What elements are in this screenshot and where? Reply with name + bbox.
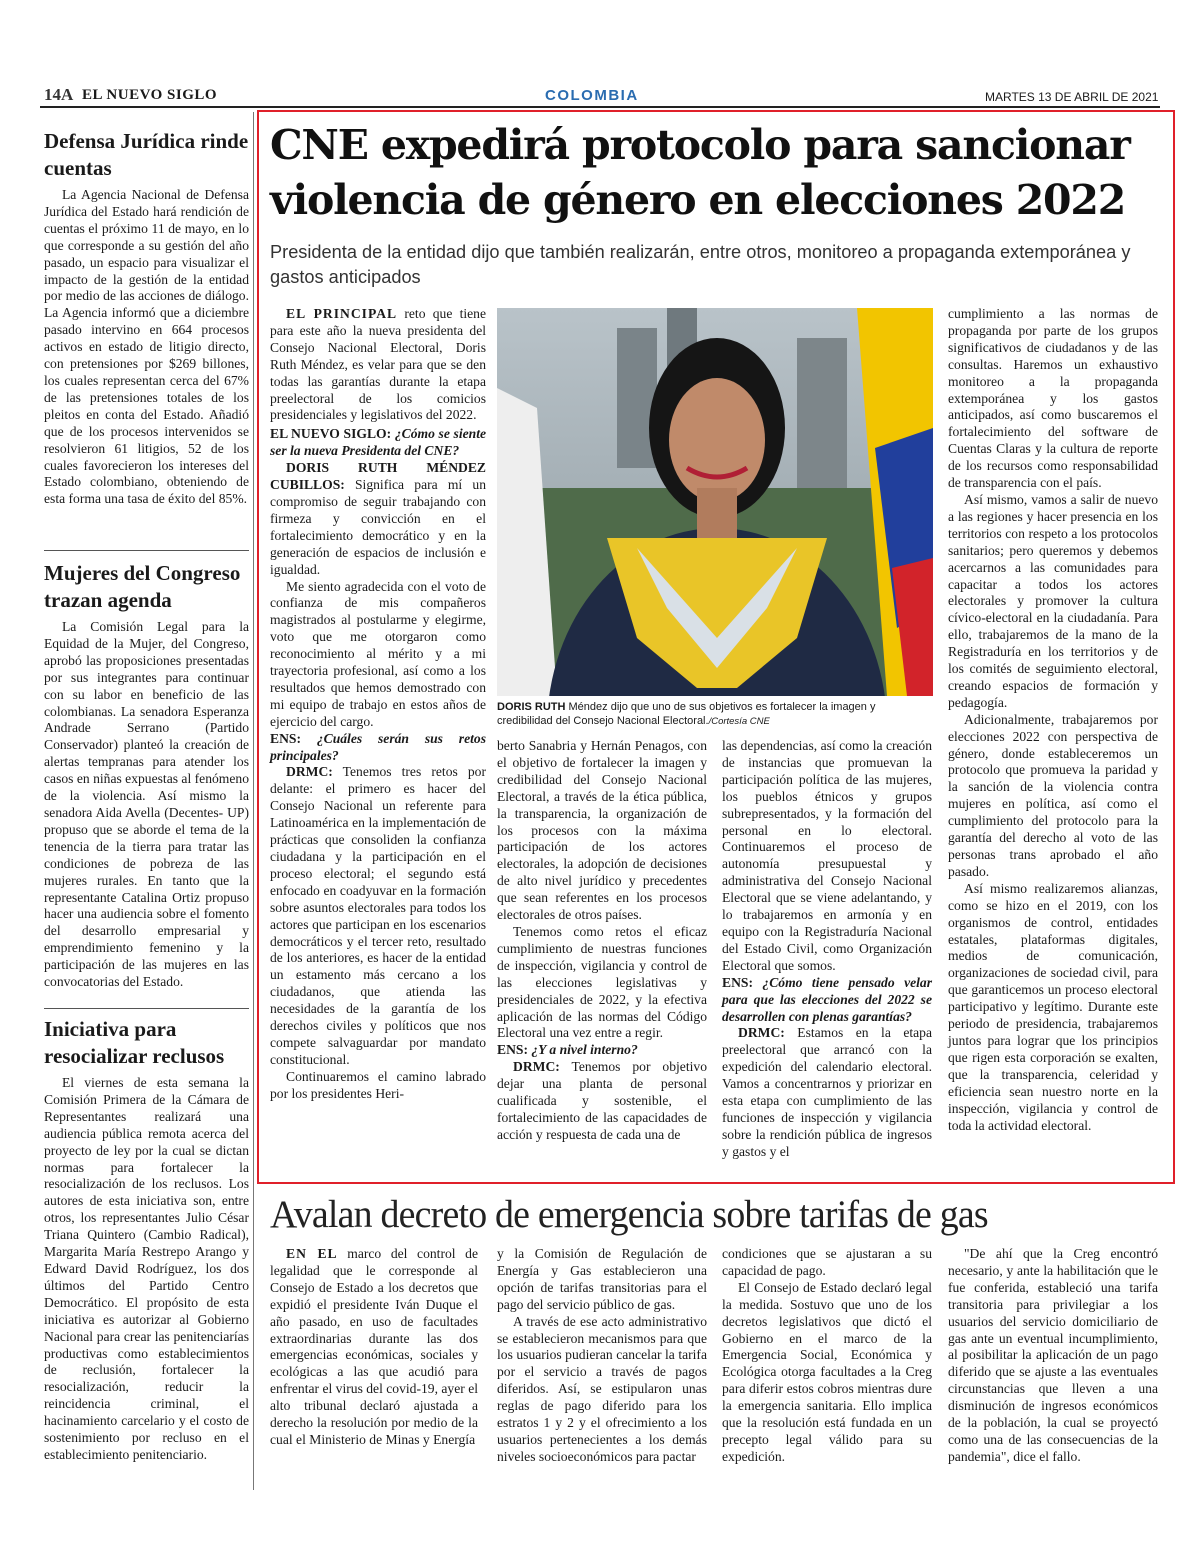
caption-text: Méndez dijo que uno de sus objetivos es fortalecer la imagen y credibilidad del Consejo Nacional Electoral. [497,701,876,727]
section-label: COLOMBIA [545,87,639,104]
paragraph: las dependencias, así como la creación de instancias que promuevan la participación política de las mujeres, los pueblos étnicos y grupos subrepresentados, y la formación del personal en lo electoral. Continuaremos el proceso de autonomía presupuestal y administrativa del Consejo Nacional Electoral que se viene adelantando, y lo trabajaremos en armonía y en equipo con la Registraduría Nacional del Estado Civil, como Organización Electoral que somos. [722,738,932,973]
main-column-3 [722,738,932,1161]
answer: Tenemos tres retos por delante: el primero es hacer del Consejo Nacional un referente para Latinoamérica en la implementación de prácticas que consoliden la confianza ciudadana y la participación en el proceso electoral; el segundo está enfocado en coadyuvar en la formación sobre asuntos electorales para todos los actores que participan en los escenarios democráticos y el tercer reto, resultado de los anteriores, es hacer de la entidad un estamento más cercano a los ciudadanos, que atienda las necesidades de la garantía de los derechos civiles y políticos que nos compete salvaguardar por mandato constitucional. [270,764,486,1067]
publication-name: EL NUEVO SIGLO [82,87,218,103]
photo-credit: /Cortesía CNE [708,716,770,727]
paragraph: Así mismo, vamos a salir de nuevo a las regiones y hacer presencia en los territorios con respeto a los protocolos sanitarios; pero queremos y debemos acercarnos a las comunidades para capacitar a todos los actores electorales y promover la cultura cívico-electoral en la ciudadanía. Para ello, trabajaremos de la mano de la Registraduría en los territorios y de los comités de seguimiento electoral, creando espacios de formación y pedagogía. [948,491,1158,710]
question: ¿Cómo se siente ser la nueva Presidenta del CNE? [270,426,487,459]
answer: Estamos en la etapa preelectoral que arrancó con la expedición del calendario electoral. Vamos a concentrarnos y priorizar en esta etapa con cumplimiento de las funciones de inspección y vigilancia sobre la rendición pública de ingresos y gastos y el [722,1025,932,1159]
paragraph: condiciones que se ajustaran a su capacidad de pago. [722,1246,932,1278]
question: ¿Cómo tiene pensado velar para que las elecciones del 2022 se desarrollen con plenas garantías? [722,974,932,1024]
brief-title: Iniciativa para resocializar reclusos [44,1017,225,1068]
brief-divider [44,550,249,551]
paragraph: Me siento agradecida con el voto de confianza de mis compañeros magistrados al postularme y elegirme, voto que me otorgaron como reconocimiento al mérito y a mi trayectoria profesional, así como a los resultados que hemos demostrado con mi equipo de trabajo en estos años de ejercicio del cargo. [270,578,486,729]
brief-body: El viernes de esta semana la Comisión Primera de la Cámara de Representantes realizará una audiencia pública remota acerca del proyecto de ley por la cual se dictan normas para fortalecer la resocialización de los reclusos. Los autores de esta iniciativa son, entre otros, los representantes Julio César Triana Quintero (Cambio Radical), Margarita María Restrepo Arango y Edward David Rodríguez, los dos últimos del Partido Centro Democrático. El propósito de esta iniciativa es autorizar al Gobierno Nacional para crear las penitenciarías productivas como establecimientos de reclusión, fortalecer la resocialización, reducir la reincidencia criminal, el hacinamiento carcelario y el costo de sostenimiento por recluso en el establecimiento penitenciario. [44,1075,249,1462]
brief-divider [44,1008,249,1009]
brief-iniciativa-reclusos [44,1016,249,1464]
lead-in: EL PRINCIPAL [286,306,398,321]
brief-mujeres-congreso [44,560,249,991]
brief-body: La Agencia Nacional de Defensa Jurídica del Estado hará rendición de cuentas el próximo 11 de mayo, en lo que corresponde a su gestión del año pasado, un espacio para visualizar el impacto de la gestión de la entidad por medio de las acciones de diálogo. La Agencia informó que a diciembre pasado intervino en 664 procesos activos en estado de litigio directo, con pretensiones por $269 billones, los cuales representan cerca del 67% de las pretensiones totales de los pleitos en conta del Estado. Añadió que de los procesos intervenidos se resolvieron 61 litigios, 52 de los cuales favorecieron los intereses del Estado colombiano, obteniendo de esta forma una tasa de éxito del 85%. [44,187,249,507]
photo-caption [497,700,933,729]
brief-defensa-juridica [44,128,249,508]
brief-body: La Comisión Legal para la Equidad de la Mujer, del Congreso, aprobó las proposiciones presentadas por sus integrantes para continuar con su labor en beneficio de las colombianas. La senadora Esperanza Andrade Serrano (Partido Conservador) planteó la creación de alertas tempranas para atender los casos en niñas expuestas al fenómeno de la violencia. Así mismo la senadora Aida Avella (Decentes- UP) propuso que se aborde el tema de la tenencia de la tierra para tratar las condiciones de pobreza de las mujeres rurales. En tanto que la representante Catalina Ortiz propuso hacer una audiencia sobre el fomento del desarrollo empresarial y emprendimiento femenino y la participación de las mujeres en las convocatorias del Estado. [44,619,249,990]
page-number: 14A [44,85,74,104]
interviewee-label: DORIS RUTH MÉNDEZ CUBILLOS: [270,460,486,493]
interviewer-label: ENS: [722,974,753,990]
interviewee-label: DRMC: [286,764,333,780]
header-rule [40,106,1160,108]
paragraph: Tenemos como retos el eficaz cumplimiento de nuestras funciones de inspección, vigilancia y control de las elecciones legislativas y presidenciales de 2022, y la efectiva aplicación de las normas del Código Electoral una vez entre a regir. [497,923,707,1041]
portrait-image [497,308,933,696]
main-column-2 [497,738,707,1144]
question: ¿Y a nivel interno? [527,1042,638,1058]
second-column-3 [722,1246,932,1466]
paragraph: A través de ese acto administrativo se establecieron mecanismos para que los usuarios pudieran cancelar la tarifa por el servicio a través de pagos diferidos. Así, se estipularon unas reglas de pago diferido para los estratos 1 y 2 y el ofrecimiento a los usuarios pertenecientes a los demás niveles socioeconómicos para pactar [497,1313,707,1464]
paragraph: marco del control de legalidad que le corresponde al Consejo de Estado a los decretos que expidió el presidente Iván Duque el año pasado, en uso de facultades extraordinarias durante las dos emergencias económicas, sociales y ecológicas a las que acudió para enfrentar el virus del covid-19, ayer el alto tribunal declaró ajustada a derecho la resolución por medio de la cual el Ministerio de Minas y Energía [270,1246,478,1447]
question: ¿Cuáles serán sus retos principales? [270,730,486,763]
main-subheadline: Presidenta de la entidad dijo que también realizarán, entre otros, monitoreo a propaganda extemporánea y gastos anticipados [270,242,1131,287]
answer: Tenemos por objetivo dejar una planta de personal cualificada y sostenible, el fortalecimiento de las capacidades de acción y respuesta de cada una de [497,1059,707,1142]
main-headline: CNE expedirá protocolo para sancionar violencia de género en elecciones 2022 [270,121,1130,224]
interviewer-label: EL NUEVO SIGLO: [270,426,392,442]
issue-date: MARTES 13 DE ABRIL DE 2021 [985,90,1159,104]
paragraph: Adicionalmente, trabajaremos por elecciones 2022 con perspectiva de género, donde estableceremos un protocolo que promueva la paridad y la sanción de la violencia contra mujeres en política, así como el cumplimiento del protocolo para la garantía del derecho al voto de las personas trans aprobado el año pasado. [948,711,1158,879]
main-column-1 [270,306,486,1103]
second-column-4 [948,1246,1158,1466]
paragraph: "De ahí que la Creg encontró necesario, y ante la habilitación que le fue conferida, estableció una tarifa transitoria para privilegiar a los usuarios del servicio domiciliario de gas ante un eventual incumplimiento, al posibilitar la aplicación de un pago diferido que se ajuste a las eventuales circunstancias que lleven a una disminución de ingresos económicos de la población, la cual se proyectó como una de las consecuencias de la pandemia", dice el fallo. [948,1246,1158,1464]
paragraph: berto Sanabria y Hernán Penagos, con el objetivo de fortalecer la imagen y credibilidad del Consejo Nacional Electoral, a través de la ética pública, la transparencia, la organización de los procesos con la máxima participación de los actores electorales, la adopción de decisiones de alto nivel jurídico y precedentes que sean referentes en los procesos electorales de otros países. [497,738,707,923]
paragraph: cumplimiento a las normas de propaganda por parte de los grupos significativos de ciudadanos y de las consultas. Haremos un exhaustivo monitoreo a la propaganda extemporánea y los gastos anticipados, así como buscaremos el fortalecimiento del software de Cuentas Claras y la cultura de reporte de los recursos como responsabilidad de transparencia con el país. [948,306,1158,491]
interviewee-label: DRMC: [738,1025,785,1041]
interviewer-label: ENS: [270,730,301,746]
sidebar-divider [253,112,254,1490]
paragraph: y la Comisión de Regulación de Energía y Gas establecieron una opción de tarifas transitorias para el pago del servicio público de gas. [497,1246,707,1312]
caption-lead: DORIS RUTH [497,701,566,713]
second-column-1 [270,1246,478,1449]
paragraph: Continuaremos el camino labrado por los presidentes Heri- [270,1068,486,1101]
brief-title: Mujeres del Congreso trazan agenda [44,561,241,612]
brief-title: Defensa Jurídica rinde cuentas [44,129,249,180]
main-column-4 [948,306,1158,1134]
paragraph: Así mismo realizaremos alianzas, como se hizo en el 2019, con los organismos de control, entidades estatales, plataformas digitales, medios de comunicación, organizaciones de sociedad civil, para que garanticemos un proceso electoral participativo y legítimo. Durante este periodo de presidencia, trabajaremos juntos para lograr que los principios que rigen esta corporación se exalten, que la transparencia, celeridad y eficiencia sean nuestro norte en la inspección, vigilancia y control de toda la actividad electoral. [948,880,1158,1133]
lead-in: EN EL [286,1246,338,1261]
paragraph: reto que tiene para este año la nueva presidenta del Consejo Nacional Electoral, Doris Ruth Méndez, es velar para que se den todas las garantías durante la etapa preelectoral de los comicios presidenciales y legislativos del 2022. [270,306,487,423]
second-column-2 [497,1246,707,1466]
answer: Significa para mí un compromiso de seguir trabajando con firmeza y convicción en el fortalecimiento democrático y en la generación de espacios de inclusión e igualdad. [270,477,486,577]
second-headline: Avalan decreto de emergencia sobre tarifas de gas [270,1193,988,1236]
paragraph: El Consejo de Estado declaró legal la medida. Sostuvo que uno de los decretos legislativos que dictó el Gobierno en el marco de la Emergencia Social, Económica y Ecológica otorga facultades a la Creg para diferir estos cobros mientras dure la emergencia sanitaria. Ello implica que la resolución está fundada en un precepto legal válido para su expedición. [722,1279,932,1464]
photo-doris-ruth-mendez [497,308,933,696]
interviewee-label: DRMC: [513,1059,560,1075]
interviewer-label: ENS: [497,1042,528,1058]
